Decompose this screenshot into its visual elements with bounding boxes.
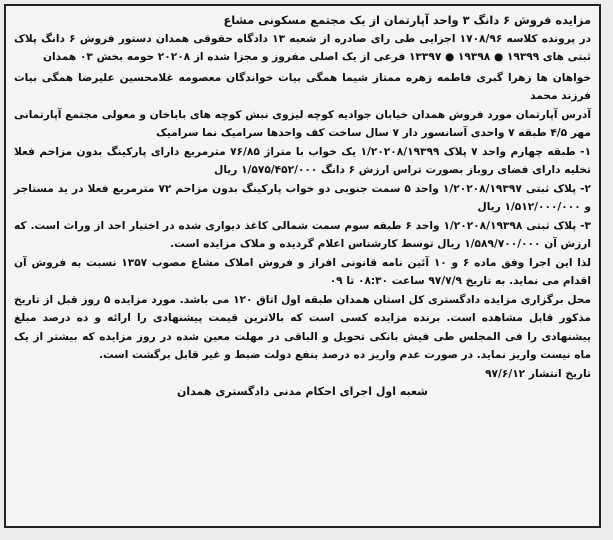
auction-notice — [4, 4, 601, 528]
address-paragraph: آدرس آپارتمان مورد فروش همدان خیابان جوادیه کوچه لیزوی نبش کوچه های باباخان و معولی مجتمع آپارتمانی مهر ۴/۵ طبقه ۷ واحدی آسانسور دار ۷ سال ساخت کف واحدها سرامیک نما سرامیک — [14, 108, 591, 139]
signature-line: شعبه اول اجرای احکام مدنی دادگستری همدان — [176, 385, 428, 398]
venue-paragraph: محل برگزاری مزایده دادگستری کل استان همدان طبقه اول اتاق ۱۲۰ می باشد. مورد مزایده ۵ روز قبل از تاریخ مذکور قابل مشاهده است. برنده مزایده کسی است که بالاترین قیمت پیشنهادی را ارائه و ده درصد مبلغ پیشنهادی را فی المجلس طی فیش بانکی تحویل و الباقی در مهلت معین شده در روز مزایده که بیشتر از یک ماه نیست واریز نماید. در صورت عدم واریز ده درصد بنفع دولت ضبط و غیر قابل برگشت است. — [14, 293, 591, 361]
parties-paragraph: خواهان ها زهرا گبری فاطمه زهره ممتاز شیما همگی بیات خواندگان معصومه غلامحسین علیرضا همگی بیات فرزند محمد — [14, 71, 591, 102]
publish-date: تاریخ انتشار ۹۷/۶/۱۲ — [485, 367, 591, 380]
unit-1-paragraph: ۱- طبقه چهارم واحد ۷ پلاک ۱/۲۰۲۰۸/۱۹۳۹۹ یک خواب با متراژ ۷۶/۸۵ مترمربع دارای پارکینگ بدون مزاحم فعلا تخلیه دارای فضای روباز بصورت تراس ارزش ۶ دانگ ۱/۵۷۵/۴۵۲/۰۰۰ ریال — [14, 145, 592, 176]
unit-3-paragraph: ۳- پلاک ثبتی ۱/۲۰۲۰۸/۱۹۳۹۸ واحد ۶ طبقه سوم سمت شمالی کاغذ دیواری شده در اختیار احد از وراث است. که ارزش آن ۱/۵۸۹/۷۰۰/۰۰۰ ریال توسط کارشناس اعلام گردیده و ملاک مزایده است. — [14, 219, 591, 250]
unit-2-paragraph: ۲- پلاک ثبتی ۱/۲۰۲۰۸/۱۹۳۹۷ واحد ۵ سمت جنوبی دو خواب پارکینگ بدون مزاحم ۷۲ مترمربع فعلا در ید مستاجر و ۱/۵۱۲/۰۰۰/۰۰۰ ریال — [14, 182, 591, 213]
notice-title: مزایده فروش ۶ دانگ ۳ واحد آپارتمان از یک مجتمع مسکونی مشاع — [223, 13, 591, 27]
case-paragraph: در پرونده کلاسه ۱۷۰۸/۹۶ اجرایی طی رای صادره از شعبه ۱۳ دادگاه حقوقی همدان دستور فروش ۶ دانگ پلاک ثبتی های ۱۹۳۹۹ ● ۱۹۳۹۸ ● ۱۳۳۹۷ فرعی از یک اصلی مفروز و مجزا شده از ۲۰۲۰۸ حومه بخش ۰۳ همدان — [14, 32, 591, 63]
law-paragraph: لذا این اجرا وفق ماده ۶ و ۱۰ آئین نامه قانونی افراز و فروش املاک مشاع مصوب ۱۳۵۷ نسبت به فروش آن اقدام می نماید. به تاریخ ۹۷/۷/۹ ساعت ۰۸:۳۰ تا ۰۹ — [14, 256, 591, 287]
